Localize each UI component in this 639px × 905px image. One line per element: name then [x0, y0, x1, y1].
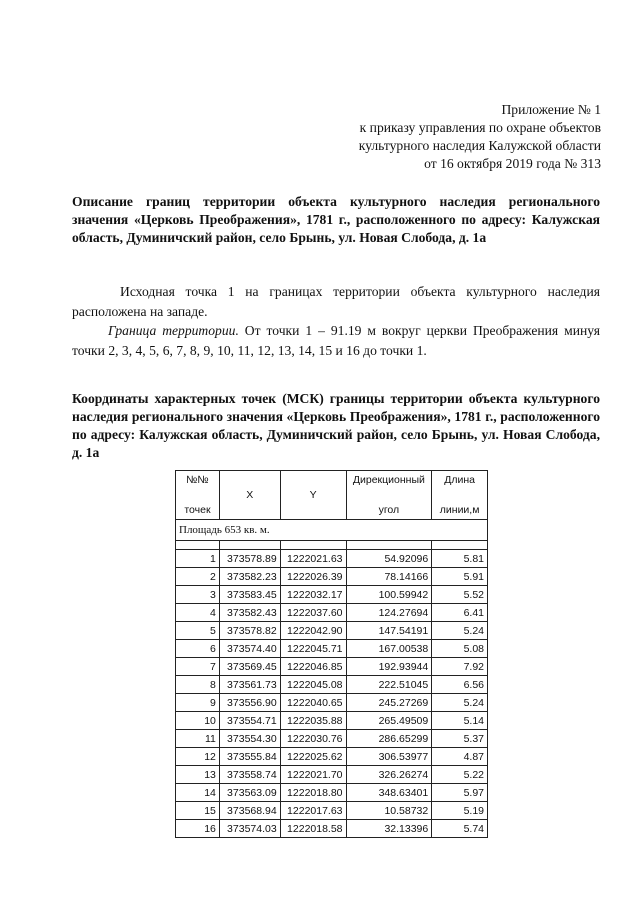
angle-cell: 286.65299	[346, 730, 432, 748]
point-number-cell: 12	[176, 748, 220, 766]
header-angle-bottom: угол	[378, 504, 400, 516]
table-header-row	[176, 471, 488, 520]
header-y	[280, 471, 346, 520]
x-cell: 373582.23	[219, 568, 280, 586]
y-cell: 1222030.76	[280, 730, 346, 748]
angle-cell: 245.27269	[346, 694, 432, 712]
length-cell: 5.37	[432, 730, 488, 748]
angle-cell: 192.93944	[346, 658, 432, 676]
x-cell: 373554.71	[219, 712, 280, 730]
angle-cell: 78.14166	[346, 568, 432, 586]
length-cell: 4.87	[432, 748, 488, 766]
point-number-cell: 15	[176, 802, 220, 820]
header-length-bottom: линии,м	[439, 504, 480, 516]
angle-cell: 348.63401	[346, 784, 432, 802]
header-point-number-bottom: точек	[184, 504, 211, 516]
document-title: Описание границ территории объекта культурного наследия регионального значения «Церковь Преображения», 1781 г., расположенного по адресу: Калужская область, Думиничский район, село Брынь, ул. Новая Слобода, д. 1а	[72, 194, 600, 245]
angle-cell: 167.00538	[346, 640, 432, 658]
point-number-cell: 8	[176, 676, 220, 694]
boundary-paragraph	[72, 321, 600, 361]
boundary-label: Граница территории.	[108, 323, 239, 338]
appendix-number: Приложение № 1	[501, 102, 601, 117]
y-cell: 1222035.88	[280, 712, 346, 730]
header-point-number	[176, 471, 220, 520]
point-number-cell: 3	[176, 586, 220, 604]
appendix-authority-line: культурного наследия Калужской области	[358, 138, 601, 153]
angle-cell: 100.59942	[346, 586, 432, 604]
x-cell: 373556.90	[219, 694, 280, 712]
table-row	[176, 748, 488, 766]
table-row	[176, 730, 488, 748]
angle-cell: 306.53977	[346, 748, 432, 766]
area-cell: Площадь 653 кв. м.	[176, 520, 488, 541]
angle-cell: 32.13396	[346, 820, 432, 838]
point-number-cell: 4	[176, 604, 220, 622]
appendix-order-line: к приказу управления по охране объектов	[359, 120, 601, 135]
angle-cell: 124.27694	[346, 604, 432, 622]
y-cell: 1222017.63	[280, 802, 346, 820]
angle-cell: 147.54191	[346, 622, 432, 640]
point-number-cell: 9	[176, 694, 220, 712]
y-cell: 1222045.08	[280, 676, 346, 694]
length-cell: 7.92	[432, 658, 488, 676]
table-row	[176, 694, 488, 712]
header-x	[219, 471, 280, 520]
table-row	[176, 622, 488, 640]
point-number-cell: 13	[176, 766, 220, 784]
header-length-top: Длина	[444, 474, 475, 486]
point-number-cell: 5	[176, 622, 220, 640]
header-direction-angle	[346, 471, 432, 520]
length-cell: 5.52	[432, 586, 488, 604]
x-cell: 373578.82	[219, 622, 280, 640]
angle-cell: 10.58732	[346, 802, 432, 820]
point-number-cell: 14	[176, 784, 220, 802]
length-cell: 5.22	[432, 766, 488, 784]
y-cell: 1222046.85	[280, 658, 346, 676]
table-row	[176, 550, 488, 568]
point-number-cell: 2	[176, 568, 220, 586]
header-line-length	[432, 471, 488, 520]
header-y-label: Y	[309, 489, 317, 501]
x-cell: 373563.09	[219, 784, 280, 802]
length-cell: 5.91	[432, 568, 488, 586]
y-cell: 1222037.60	[280, 604, 346, 622]
table-row	[176, 658, 488, 676]
length-cell: 6.41	[432, 604, 488, 622]
x-cell: 373578.89	[219, 550, 280, 568]
point-number-cell: 10	[176, 712, 220, 730]
point-number-cell: 16	[176, 820, 220, 838]
y-cell: 1222040.65	[280, 694, 346, 712]
x-cell: 373569.45	[219, 658, 280, 676]
y-cell: 1222018.80	[280, 784, 346, 802]
length-cell: 5.14	[432, 712, 488, 730]
length-cell: 5.74	[432, 820, 488, 838]
angle-cell: 54.92096	[346, 550, 432, 568]
length-cell: 5.19	[432, 802, 488, 820]
y-cell: 1222021.70	[280, 766, 346, 784]
table-row	[176, 766, 488, 784]
appendix-header	[359, 101, 601, 173]
table-row	[176, 640, 488, 658]
x-cell: 373558.74	[219, 766, 280, 784]
point-number-cell: 7	[176, 658, 220, 676]
x-cell: 373583.45	[219, 586, 280, 604]
y-cell: 1222018.58	[280, 820, 346, 838]
origin-point-paragraph: Исходная точка 1 на границах территории объекта культурного наследия расположена на западе.	[72, 284, 600, 319]
point-number-cell: 6	[176, 640, 220, 658]
length-cell: 5.08	[432, 640, 488, 658]
length-cell: 5.97	[432, 784, 488, 802]
x-cell: 373582.43	[219, 604, 280, 622]
length-cell: 5.81	[432, 550, 488, 568]
table-row	[176, 712, 488, 730]
table-row	[176, 586, 488, 604]
y-cell: 1222025.62	[280, 748, 346, 766]
area-row	[176, 520, 488, 541]
coordinates-table	[175, 470, 488, 838]
appendix-date-line: от 16 октября 2019 года № 313	[424, 156, 601, 171]
y-cell: 1222026.39	[280, 568, 346, 586]
y-cell: 1222021.63	[280, 550, 346, 568]
table-row	[176, 568, 488, 586]
angle-cell: 222.51045	[346, 676, 432, 694]
x-cell: 373574.03	[219, 820, 280, 838]
x-cell: 373574.40	[219, 640, 280, 658]
header-x-label: X	[246, 489, 254, 501]
x-cell: 373555.84	[219, 748, 280, 766]
angle-cell: 326.26274	[346, 766, 432, 784]
coordinates-title: Координаты характерных точек (МСК) границы территории объекта культурного наследия регионального значения «Церковь Преображения», 1781 г., расположенного по адресу: Калужская область, Думиничский район, село Брынь, ул. Новая Слобода, д. 1а	[72, 391, 600, 460]
y-cell: 1222045.71	[280, 640, 346, 658]
length-cell: 5.24	[432, 622, 488, 640]
boundary-text: От точки 1 – 91.19 м вокруг церкви Преображения минуя точки 2, 3, 4, 5, 6, 7, 8, 9, 10, 11, 12, 13, 14, 15 и 16 до точки 1.	[72, 323, 600, 358]
point-number-cell: 11	[176, 730, 220, 748]
table-row	[176, 802, 488, 820]
x-cell: 373554.30	[219, 730, 280, 748]
header-angle-top: Дирекционный	[352, 474, 425, 486]
spacer-row	[176, 541, 488, 550]
table-row	[176, 784, 488, 802]
angle-cell: 265.49509	[346, 712, 432, 730]
point-number-cell: 1	[176, 550, 220, 568]
header-point-number-top: №№	[186, 474, 209, 486]
length-cell: 5.24	[432, 694, 488, 712]
table-row	[176, 604, 488, 622]
y-cell: 1222042.90	[280, 622, 346, 640]
length-cell: 6.56	[432, 676, 488, 694]
table-row	[176, 820, 488, 838]
table-row	[176, 676, 488, 694]
x-cell: 373568.94	[219, 802, 280, 820]
y-cell: 1222032.17	[280, 586, 346, 604]
x-cell: 373561.73	[219, 676, 280, 694]
